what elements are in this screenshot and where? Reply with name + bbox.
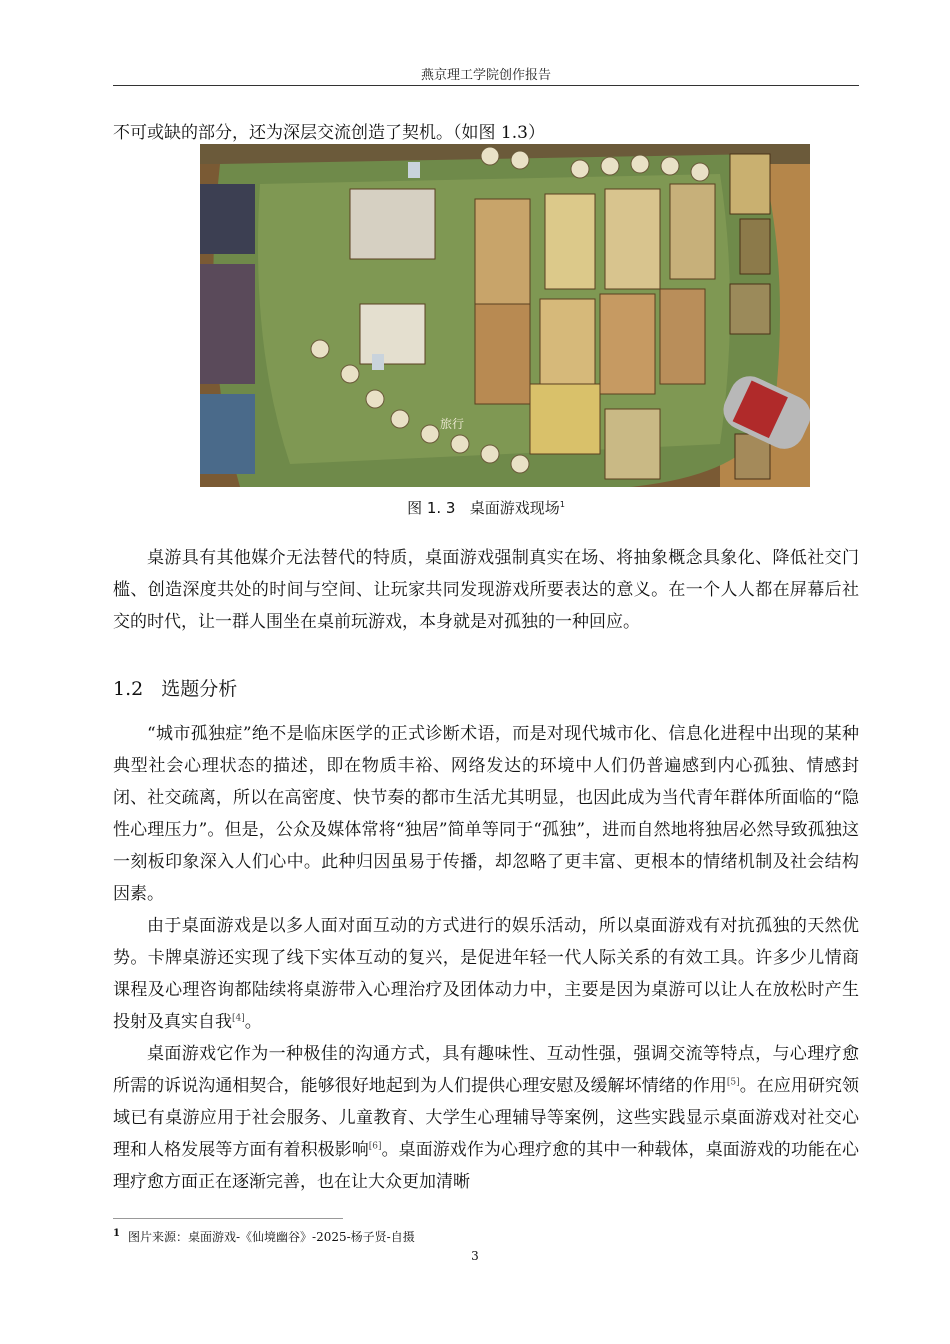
footnote — [113, 1228, 415, 1245]
page-number: 3 — [471, 1249, 479, 1263]
paragraph-tail: 。 — [244, 1012, 262, 1032]
caption-number: 图 1. 3 — [407, 499, 456, 517]
caption-footnote-ref: 1 — [559, 500, 565, 509]
footnote-number: 1 — [113, 1228, 120, 1239]
citation-ref: [5] — [726, 1077, 740, 1088]
board-label: 旅行 — [440, 417, 465, 431]
header-rule — [113, 85, 859, 86]
paragraph-body: 由于桌面游戏是以多人面对面互动的方式进行的娱乐活动，所以桌面游戏有对抗孤独的天然优势。卡牌桌游还实现了线下实体互动的复兴，是促进年轻一代人际关系的有效工具。许多少儿情商课程及心理咨询都陆续将桌游带入心理治疗及团体动力中，主要是因为桌游可以让人在放松时产生投射及真实自我 — [113, 916, 859, 1032]
section-heading — [113, 674, 237, 701]
citation-ref: [4] — [232, 1013, 245, 1024]
paragraph-body: 桌面游戏它作为一种极佳的沟通方式，具有趣味性、互动性强，强调交流等特点，与心理疗愈所需的诉说沟通相契合，能够很好地起到为人们提供心理安慰及缓解坏情绪的作用 — [113, 1044, 859, 1096]
board-game-illustration — [200, 144, 810, 487]
paragraph-communication — [113, 1038, 859, 1198]
figure-caption — [113, 497, 859, 518]
intro-line: 不可或缺的部分，还为深层交流创造了契机。（如图 1.3） — [113, 123, 545, 143]
citation-ref: [6] — [368, 1141, 382, 1152]
footnote-rule — [113, 1218, 343, 1219]
board-game-photo — [200, 144, 810, 487]
footnote-text: 图片来源：桌面游戏-《仙境幽谷》-2025-杨子贤-自摄 — [127, 1230, 415, 1244]
paragraph-body-2: 。在应用研究领域已有桌游应用于社会服务、儿童教育、大学生心理辅导等案例，这些实践显示桌面游戏对社交心理和人格发展等方面有着积极影响 — [113, 1076, 860, 1160]
caption-text: 桌面游戏现场 — [469, 499, 560, 517]
section-title: 选题分析 — [161, 678, 238, 700]
section-number: 1.2 — [113, 678, 144, 700]
running-header: 燕京理工学院创作报告 — [420, 68, 551, 83]
paragraph-board-game-traits: 桌游具有其他媒介无法替代的特质，桌面游戏强制真实在场、将抽象概念具象化、降低社交门槛、创造深度共处的时间与空间、让玩家共同发现游戏所要表达的意义。在一个人人都在屏幕后社交的时代，让一群人围坐在桌前玩游戏，本身就是对孤独的一种回应。 — [113, 548, 859, 632]
paragraph-urban-loneliness: “城市孤独症”绝不是临床医学的正式诊断术语，而是对现代城市化、信息化进程中出现的某种典型社会心理状态的描述，即在物质丰裕、网络发达的环境中人们仍普遍感到内心孤独、情感封闭、社交疏离，所以在高密度、快节奏的都市生活尤其明显，也因此成为当代青年群体所面临的“隐性心理压力”。但是，公众及媒体常将“独居”简单等同于“孤独”，进而自然地将独居必然导致孤独这一刻板印象深入人们心中。此种归因虽易于传播，却忽略了更丰富、更根本的情绪机制及社会结构因素。 — [113, 724, 859, 904]
paragraph-natural-advantage — [113, 910, 859, 1038]
paragraph-tail: 。桌面游戏作为心理疗愈的其中一种载体，桌面游戏的功能在心理疗愈方面正在逐渐完善，也在让大众更加清晰 — [113, 1140, 860, 1192]
